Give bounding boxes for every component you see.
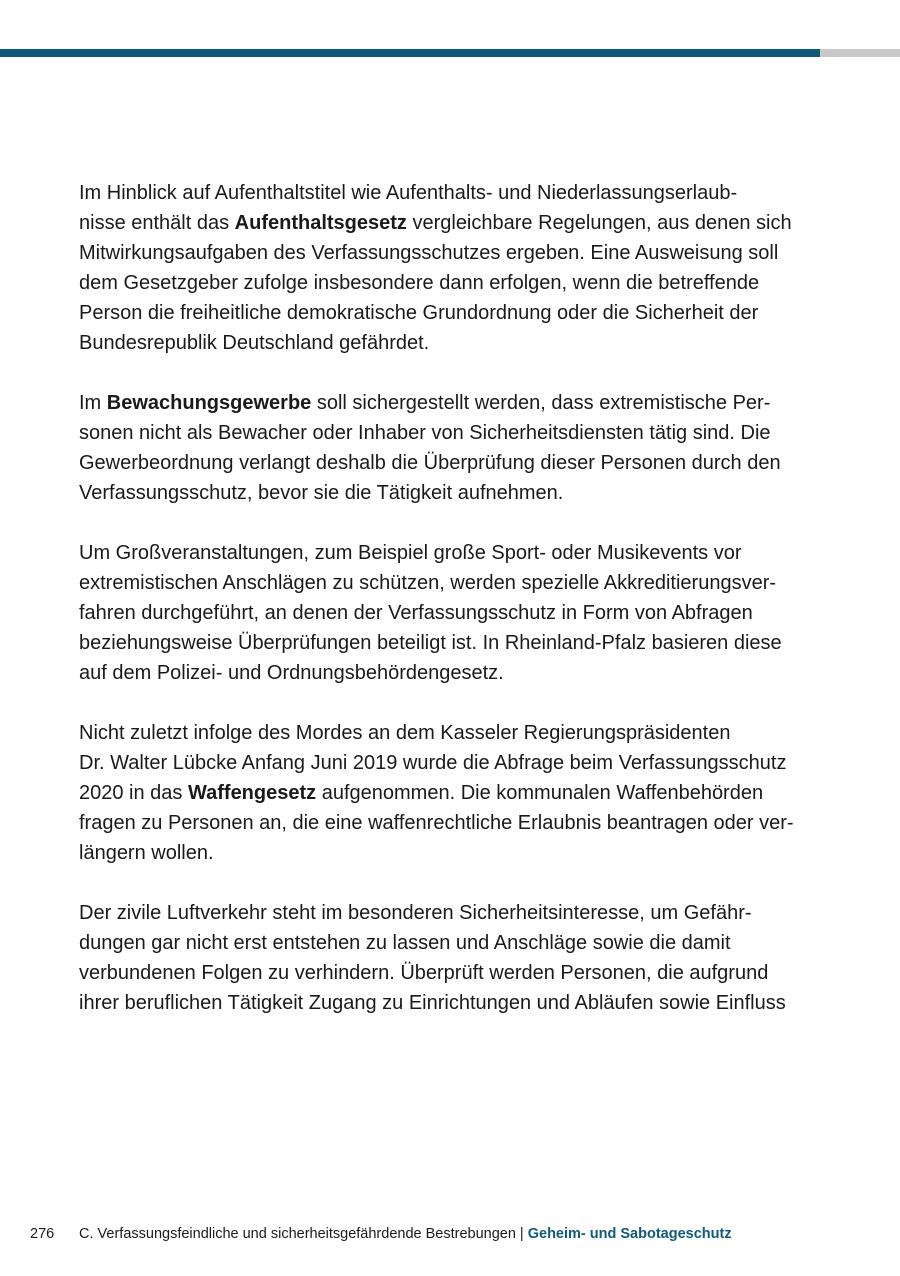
text-line [79,748,839,778]
text-segment: Um Großveranstaltungen, zum Beispiel große Sport- oder Musikevents vor [79,542,742,564]
text-line [79,388,839,418]
text-segment: beziehungsweise Überprüfungen beteiligt ist. In Rheinland-Pfalz basieren diese [79,632,782,654]
text-line [79,658,839,688]
text-segment: Dr. Walter Lübcke Anfang Juni 2019 wurde die Abfrage beim Verfassungsschutz [79,752,787,774]
footer-separator: | [515,1226,528,1242]
text-line [79,598,839,628]
header-rule-gray [820,49,900,57]
text-segment: ihrer beruflichen Tätigkeit Zugang zu Einrichtungen und Abläufen sowie Einfluss [79,992,786,1014]
paragraph [79,898,839,1018]
text-segment: Bundesrepublik Deutschland gefährdet. [79,332,430,354]
text-segment: extremistischen Anschlägen zu schützen, werden spezielle Akkreditierungsver- [79,572,777,594]
text-segment: Person die freiheitliche demokratische Grundordnung oder die Sicherheit der [79,302,759,324]
text-segment: dungen gar nicht erst entstehen zu lassen und Anschläge sowie die damit [79,932,731,954]
text-line [79,778,839,808]
footer-chapter: C. Verfassungsfeindliche und sicherheitsgefährdende Bestrebungen [79,1226,516,1242]
text-segment: Nicht zuletzt infolge des Mordes an dem Kasseler Regierungspräsidenten [79,722,731,744]
text-line [79,448,839,478]
text-line [79,898,839,928]
text-line [79,808,839,838]
text-line [79,298,839,328]
text-segment: verbundenen Folgen zu verhindern. Überprüft werden Personen, die aufgrund [79,962,769,984]
text-line [79,718,839,748]
text-segment: dem Gesetzgeber zufolge insbesondere dann erfolgen, wenn die betreffende [79,272,760,294]
text-segment: fahren durchgeführt, an denen der Verfassungsschutz in Form von Abfragen [79,602,753,624]
text-segment: vergleichbare Regelungen, aus denen sich [406,212,792,234]
text-line [79,958,839,988]
paragraph [79,178,839,358]
text-line [79,328,839,358]
text-line [79,568,839,598]
bold-term: Aufenthaltsgesetz [234,212,407,234]
text-line [79,178,839,208]
text-segment: längern wollen. [79,842,214,864]
text-segment: 2020 in das [79,782,188,804]
text-line [79,418,839,448]
text-segment: aufgenommen. Die kommunalen Waffenbehörden [316,782,764,804]
text-segment: fragen zu Personen an, die eine waffenrechtliche Erlaubnis beantragen oder ver- [79,812,794,834]
text-line [79,538,839,568]
body-text [79,178,839,1048]
paragraph [79,718,839,868]
text-line [79,628,839,658]
bold-term: Waffengesetz [187,782,317,804]
page-number: 276 [30,1226,55,1242]
text-segment: Im Hinblick auf Aufenthaltstitel wie Aufenthalts- und Niederlassungserlaub- [79,182,738,204]
text-segment: soll sichergestellt werden, dass extremistische Per- [311,392,771,414]
bold-term: Bewachungsgewerbe [106,392,312,414]
text-segment: nisse enthält das [79,212,235,234]
text-segment: Mitwirkungsaufgaben des Verfassungsschutzes ergeben. Eine Ausweisung soll [79,242,779,264]
text-line [79,238,839,268]
text-segment: Im [79,392,107,414]
paragraph [79,388,839,508]
header-rule-accent [0,49,820,57]
text-segment: Gewerbeordnung verlangt deshalb die Überprüfung dieser Personen durch den [79,452,781,474]
text-line [79,268,839,298]
text-line [79,988,839,1018]
text-segment: Der zivile Luftverkehr steht im besonderen Sicherheitsinteresse, um Gefähr- [79,902,752,924]
text-segment: Verfassungsschutz, bevor sie die Tätigkeit aufnehmen. [79,482,564,504]
text-line [79,838,839,868]
text-line [79,478,839,508]
text-line [79,208,839,238]
paragraph [79,538,839,688]
text-segment: auf dem Polizei- und Ordnungsbehördengesetz. [79,662,504,684]
header-rule [0,49,900,57]
text-line [79,928,839,958]
footer-section: Geheim- und Sabotageschutz [527,1226,732,1242]
text-segment: sonen nicht als Bewacher oder Inhaber von Sicherheitsdiensten tätig sind. Die [79,422,771,444]
page-footer [30,1224,732,1244]
